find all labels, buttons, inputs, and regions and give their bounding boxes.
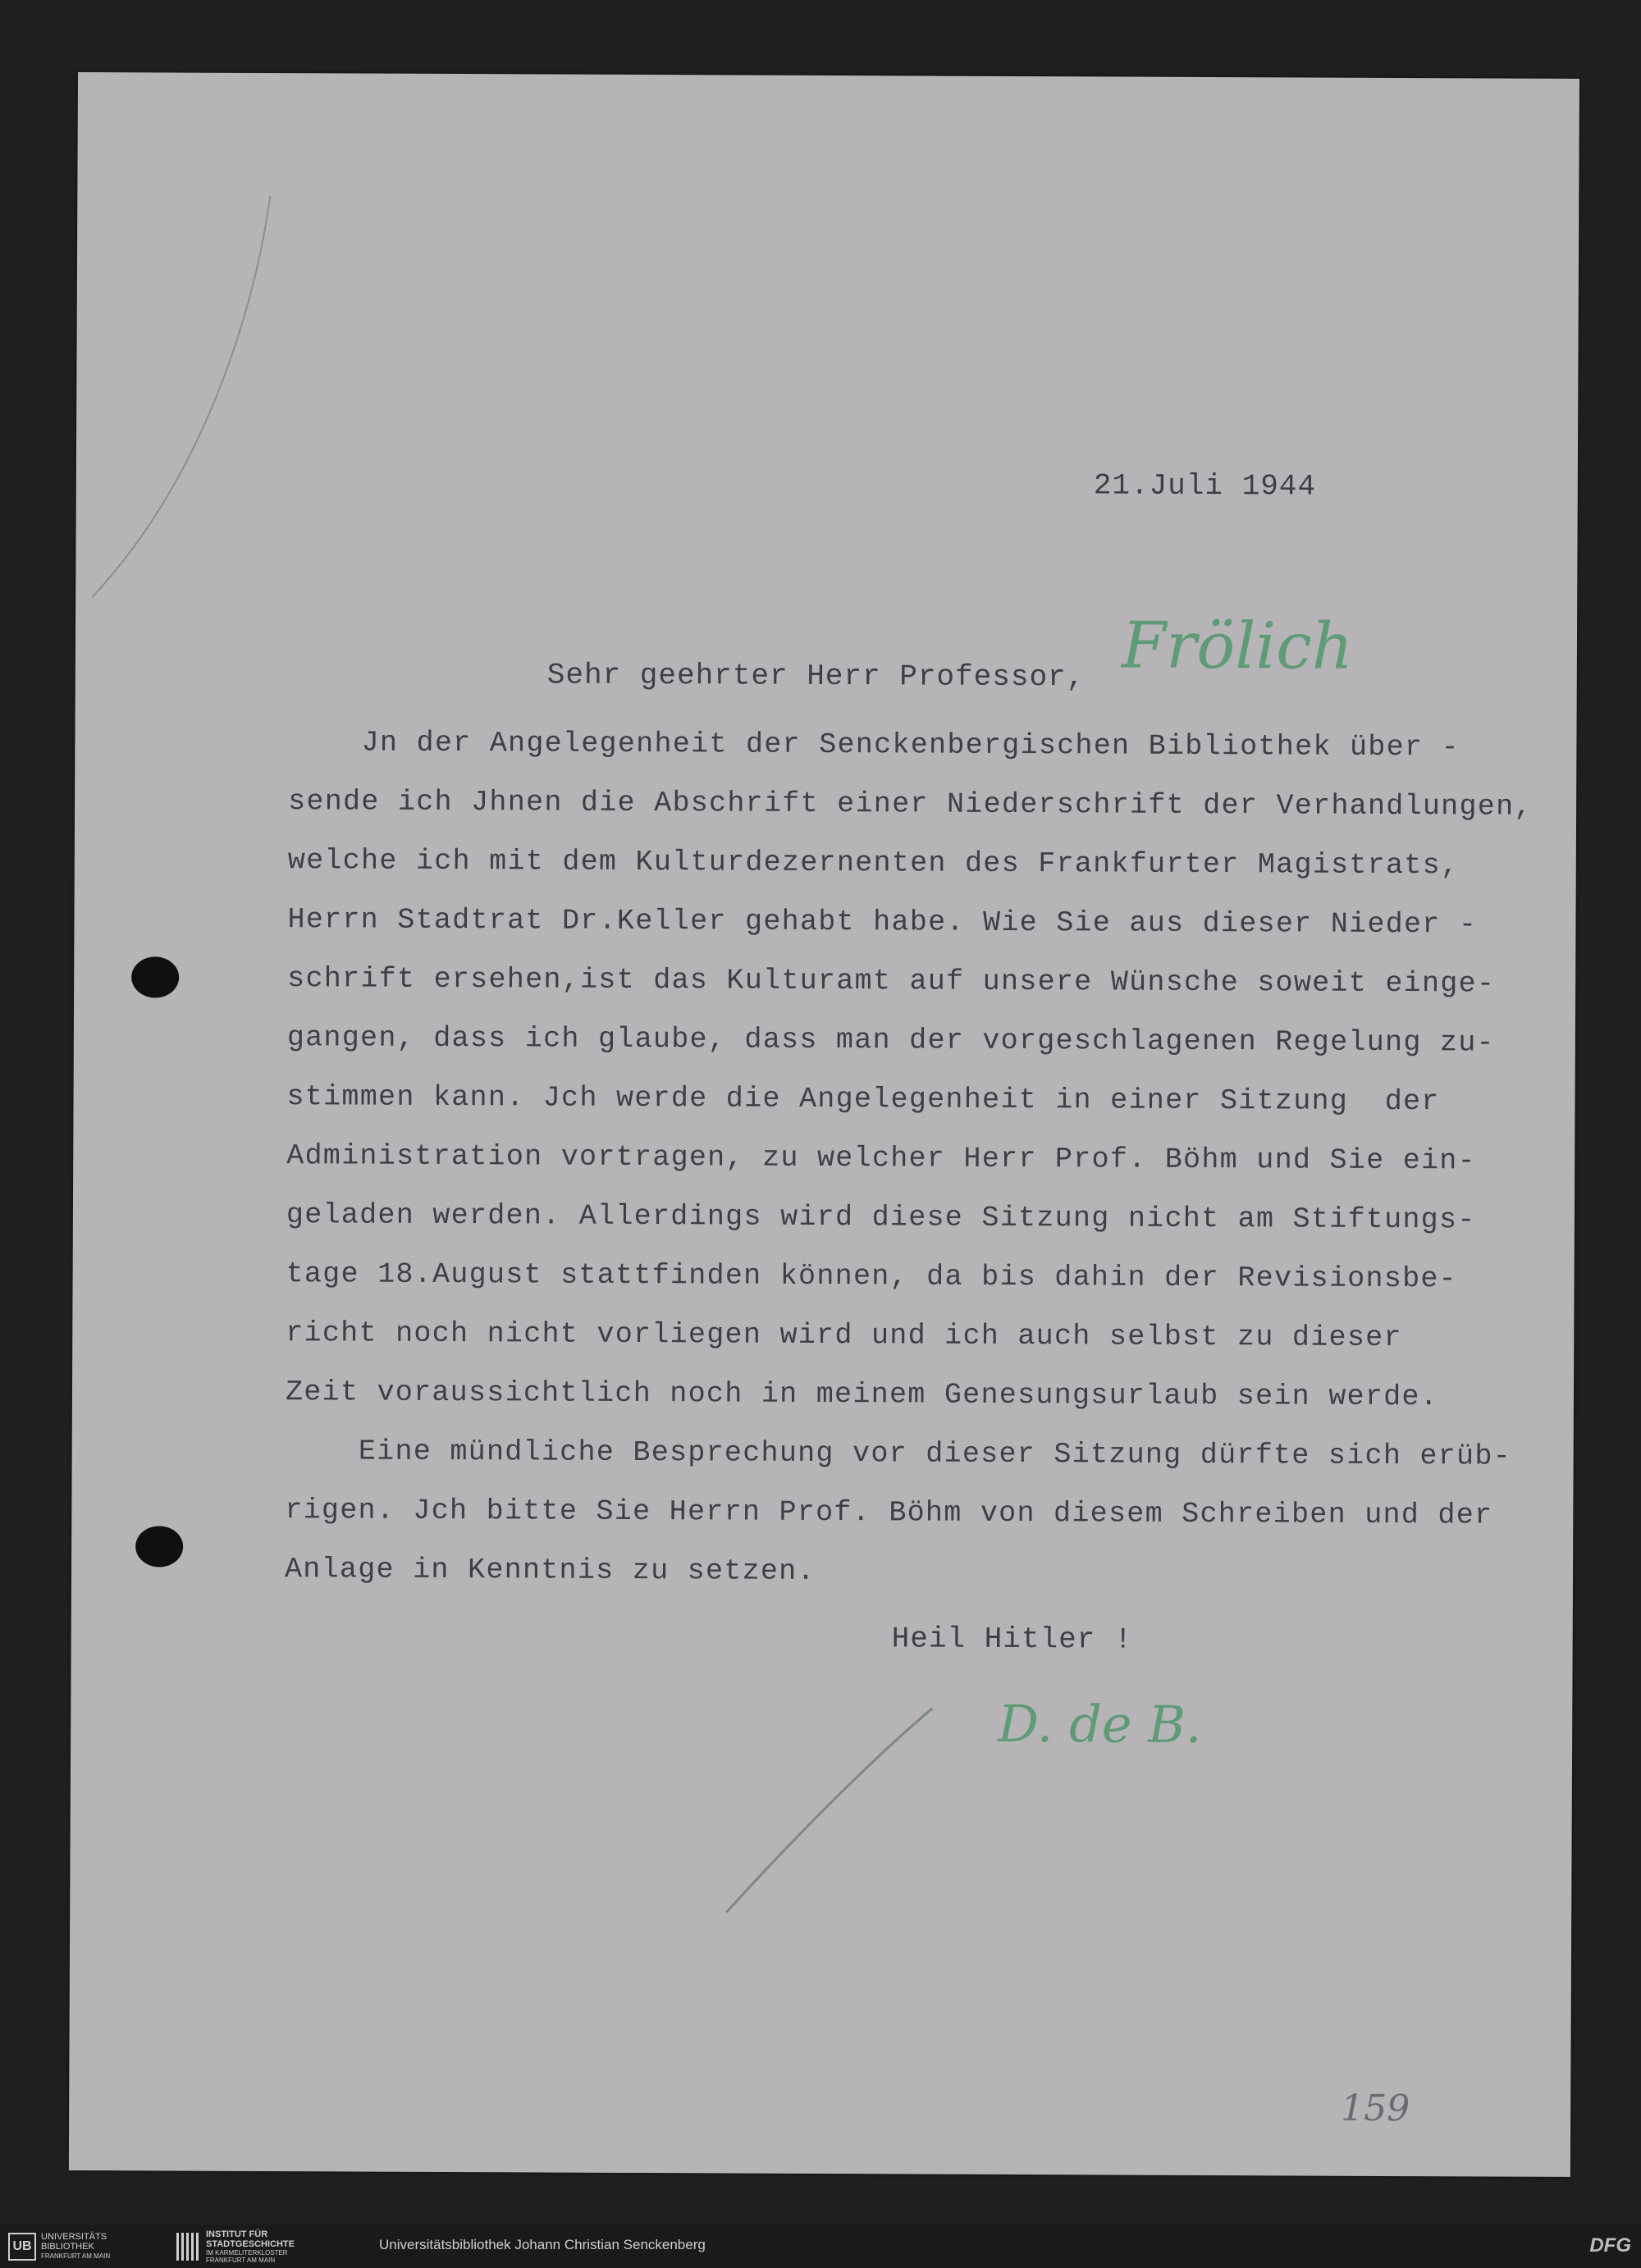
letter-closing: Heil Hitler ! xyxy=(891,1622,1133,1657)
isg-name-line: INSTITUT FÜR xyxy=(206,2229,268,2239)
signature xyxy=(710,1650,1202,1914)
page-number: 159 xyxy=(1341,2087,1410,2130)
letter-date: 21.Juli 1944 xyxy=(1093,468,1317,504)
letter-sheet xyxy=(69,72,1579,2177)
isg-name-line: IM KARMELITERKLOSTER xyxy=(206,2249,288,2257)
body-line: geladen werden. Allerdings wird diese Sitzung nicht am Stiftungs- xyxy=(286,1198,1476,1237)
body-line: Eine mündliche Besprechung vor dieser Sitzung dürfte sich erüb- xyxy=(285,1435,1512,1473)
body-line: tage 18.August stattfinden können, da bis dahin der Revisionsbe- xyxy=(286,1257,1458,1296)
pencil-stroke-decoration xyxy=(75,72,406,648)
body-line: welche ich mit dem Kulturdezernenten des Frankfurter Magistrats, xyxy=(287,844,1460,883)
handwritten-addressee xyxy=(1113,598,1426,706)
dfg-logo[interactable]: DFG xyxy=(1589,2234,1631,2257)
punch-hole-bottom xyxy=(135,1526,183,1567)
body-line: sende ich Jhnen die Abschrift einer Niederschrift der Verhandlungen, xyxy=(288,785,1533,824)
library-name[interactable]: Universitätsbibliothek Johann Christian Senckenberg xyxy=(379,2237,706,2252)
ub-name-line: UNIVERSITÄTS xyxy=(41,2232,107,2242)
svg-text:Frölich: Frölich xyxy=(1121,609,1354,684)
footer-bar xyxy=(0,2225,1641,2268)
body-line: Herrn Stadtrat Dr.Keller gehabt habe. Wie Sie aus dieser Nieder - xyxy=(287,903,1478,942)
body-line: Jn der Angelegenheit der Senckenbergischen Bibliothek über - xyxy=(288,726,1460,764)
isg-building-icon xyxy=(176,2233,201,2261)
body-line: Zeit voraussichtlich noch in meinem Genesungsurlaub sein werde. xyxy=(285,1376,1439,1414)
isg-name-line: FRANKFURT AM MAIN xyxy=(206,2257,276,2264)
body-line: richt noch nicht vorliegen wird und ich auch selbst zu dieser xyxy=(286,1317,1402,1355)
body-line: stimmen kann. Jch werde die Angelegenheit in einer Sitzung der xyxy=(286,1080,1440,1119)
isg-name xyxy=(206,2229,295,2264)
punch-hole-top xyxy=(131,956,179,997)
ub-name-line: FRANKFURT AM MAIN xyxy=(41,2252,111,2260)
letter-body xyxy=(285,713,1634,1604)
body-line: gangen, dass ich glaube, dass man der vorgeschlagenen Regelung zu- xyxy=(286,1021,1495,1060)
ub-name-line: BIBLIOTHEK xyxy=(41,2242,94,2252)
ub-mark: UB xyxy=(8,2233,36,2261)
isg-name-line: STADTGESCHICHTE xyxy=(206,2239,295,2249)
letter-greeting: Sehr geehrter Herr Professor, xyxy=(546,658,1086,695)
body-line: Anlage in Kenntnis zu setzen. xyxy=(284,1553,816,1588)
isg-logo[interactable] xyxy=(176,2229,295,2264)
svg-text:D. de B.: D. de B. xyxy=(998,1693,1202,1755)
ub-name xyxy=(41,2232,110,2261)
body-line: rigen. Jch bitte Sie Herrn Prof. Böhm von diesem Schreiben und der xyxy=(285,1494,1493,1532)
body-line: schrift ersehen,ist das Kulturamt auf unsere Wünsche soweit einge- xyxy=(287,962,1496,1001)
ub-logo[interactable] xyxy=(8,2233,110,2261)
body-line: Administration vortragen, zu welcher Herr Prof. Böhm und Sie ein- xyxy=(286,1139,1477,1178)
